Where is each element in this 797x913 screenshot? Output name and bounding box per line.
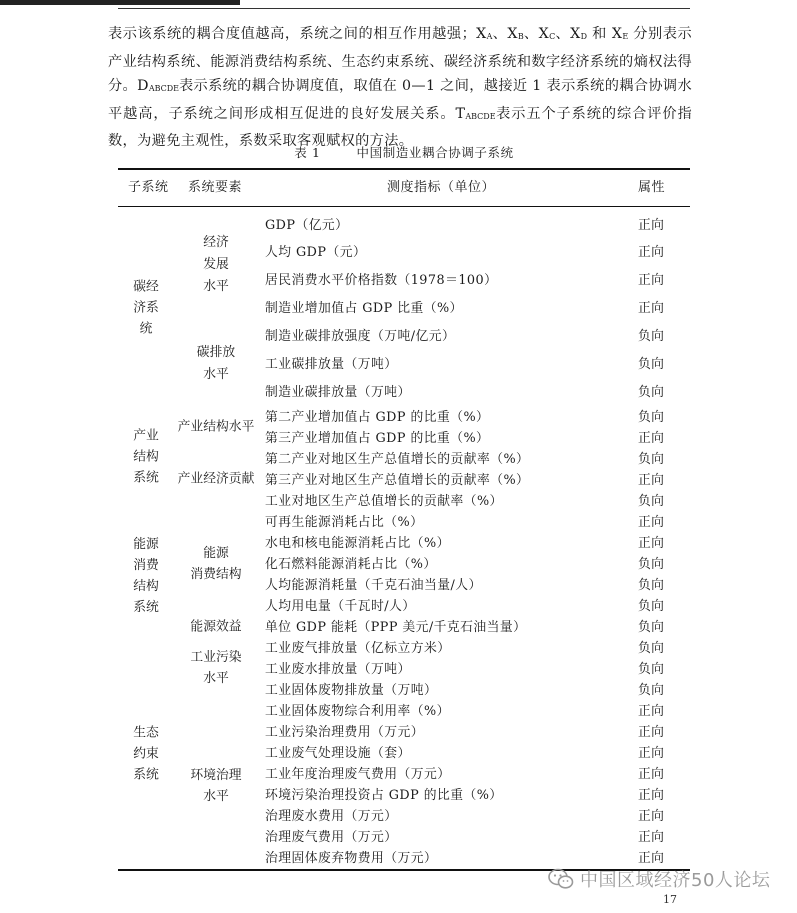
attribute-cell: 负向 [638, 452, 665, 467]
indicator-cell: 人均用电量（千瓦时/人） [265, 599, 416, 614]
attribute-cell: 正向 [638, 830, 665, 845]
page-number: 17 [663, 893, 677, 906]
subsystem-cell-line: 碳经 [133, 279, 159, 295]
element-cell-line: 能源效益 [190, 619, 242, 635]
indicator-cell: 治理废水费用（万元） [265, 809, 398, 824]
indicator-cell: 治理固体废弃物费用（万元） [265, 851, 438, 866]
attribute-cell: 负向 [638, 494, 665, 509]
indicator-cell: GDP（亿元） [265, 218, 349, 233]
element-cell-line: 工业污染 [190, 650, 242, 665]
element-cell-line: 水平 [203, 367, 229, 382]
header-attribute: 属性 [638, 180, 666, 195]
indicator-cell: 化石燃料能源消耗占比（%） [265, 557, 437, 572]
element-cell-line: 水平 [203, 789, 229, 804]
attribute-cell: 负向 [638, 578, 665, 593]
subsystem-cell-line: 系统 [133, 767, 159, 783]
subsystem-cell-line: 产业 [133, 428, 159, 444]
element-cell-line: 水平 [203, 671, 229, 686]
table-caption-title: 中国制造业耦合协调子系统 [356, 145, 514, 160]
element-cell-line: 产业结构水平 [177, 419, 255, 435]
attribute-cell: 正向 [638, 301, 665, 316]
element-cell-line: 水平 [203, 279, 229, 294]
indicator-cell: 工业废气排放量（亿标立方米） [265, 641, 451, 656]
indicator-cell: 工业固体废物排放量（万吨） [265, 683, 438, 698]
wechat-icon [548, 868, 574, 890]
attribute-cell: 正向 [638, 515, 665, 530]
subsystem-cell-line: 济系 [133, 300, 159, 316]
indicator-cell: 制造业碳排放强度（万吨/亿元） [265, 329, 456, 344]
element-cell [170, 765, 262, 807]
table-header-rule [118, 206, 690, 207]
header-band [0, 0, 240, 5]
indicator-cell: 环境污染治理投资占 GDP 的比重（%） [265, 788, 503, 803]
subsystem-cell-line: 约束 [133, 746, 159, 762]
indicator-cell: 第二产业增加值占 GDP 的比重（%） [265, 410, 490, 425]
subsystem-cell-line: 生态 [133, 725, 159, 741]
attribute-cell: 正向 [638, 725, 665, 740]
indicator-cell: 可再生能源消耗占比（%） [265, 515, 424, 530]
attribute-cell: 负向 [638, 620, 665, 635]
attribute-cell: 负向 [638, 329, 665, 344]
subsystem-cell [124, 534, 168, 618]
indicator-cell: 治理废气费用（万元） [265, 830, 398, 845]
element-cell-line: 能源 [203, 546, 229, 561]
watermark-text: 中国区域经济50人论坛 [580, 870, 771, 891]
attribute-cell: 正向 [638, 704, 665, 719]
subsystem-cell [124, 277, 168, 340]
indicator-cell: 人均 GDP（元） [265, 245, 367, 260]
attribute-cell: 负向 [638, 641, 665, 656]
indicator-cell: 工业对地区生产总值增长的贡献率（%） [265, 494, 503, 509]
attribute-cell: 正向 [638, 218, 665, 233]
element-cell [170, 342, 262, 386]
indicator-cell: 单位 GDP 能耗（PPP 美元/千克石油当量） [265, 620, 527, 635]
header-rule [118, 8, 690, 9]
header-subsystem: 子系统 [128, 180, 169, 195]
indicator-cell: 工业年度治理废气费用（万元） [265, 767, 451, 782]
element-cell-line: 环境治理 [190, 768, 242, 783]
header-indicator: 测度指标（单位） [387, 180, 496, 195]
attribute-cell: 正向 [638, 473, 665, 488]
subsystem-cell [124, 723, 168, 786]
attribute-cell: 正向 [638, 809, 665, 824]
subsystem-cell-line: 统 [139, 321, 153, 337]
element-cell-line: 消费结构 [190, 567, 242, 582]
indicator-cell: 水电和核电能源消耗占比（%） [265, 536, 450, 551]
attribute-cell: 正向 [638, 431, 665, 446]
element-cell [170, 617, 262, 638]
attribute-cell: 负向 [638, 357, 665, 372]
body-paragraph: 表示该系统的耦合度值越高，系统之间的相互作用越强；XA、XB、XC、XD 和 XE 分别表示产业结构系统、能源消费结构系统、生态约束系统、碳经济系统和数字经济系统的熵权法得分。DABCDE表示系统的耦合协调度值，取值在 0—1 之间，越接近 1 表示系统的耦合协调水平越高，子系统之间形成相互促进的良好发展关系。TABCDE表示五个子系统的综合评价指数，为避免主观性，系数采取客观赋权的方法。 [108, 26, 692, 149]
attribute-cell: 正向 [638, 767, 665, 782]
indicator-cell: 居民消费水平价格指数（1978＝100） [265, 273, 498, 288]
subsystem-cell-line: 结构 [133, 449, 159, 465]
attribute-cell: 负向 [638, 599, 665, 614]
element-cell-line: 经济 [203, 235, 229, 250]
element-cell-line: 碳排放 [196, 345, 236, 360]
indicator-cell: 工业碳排放量（万吨） [265, 357, 398, 372]
element-cell-line: 产业经济贡献 [177, 471, 255, 487]
header-element: 系统要素 [188, 180, 243, 195]
element-cell [170, 543, 262, 585]
indicator-cell: 人均能源消耗量（千克石油当量/人） [265, 578, 482, 593]
element-cell [170, 232, 262, 298]
attribute-cell: 负向 [638, 410, 665, 425]
element-cell [170, 469, 262, 490]
element-cell [170, 647, 262, 689]
subsystem-cell-line: 系统 [133, 600, 159, 615]
indicator-cell: 制造业增加值占 GDP 比重（%） [265, 301, 463, 316]
subsystem-cell-line: 能源 [133, 537, 159, 552]
attribute-cell: 负向 [638, 557, 665, 572]
attribute-cell: 正向 [638, 788, 665, 803]
table-top-rule [118, 168, 690, 170]
table-caption-label: 表 1 [294, 145, 321, 160]
subsystem-cell-line: 消费 [133, 558, 159, 573]
indicator-cell: 第二产业对地区生产总值增长的贡献率（%） [265, 452, 530, 467]
subsystem-cell-line: 系统 [133, 470, 159, 486]
indicator-cell: 工业污染治理费用（万元） [265, 725, 424, 740]
attribute-cell: 负向 [638, 385, 665, 400]
indicator-cell: 第三产业对地区生产总值增长的贡献率（%） [265, 473, 530, 488]
attribute-cell: 正向 [638, 536, 665, 551]
attribute-cell: 负向 [638, 662, 665, 677]
element-cell-line: 发展 [203, 257, 229, 272]
indicator-cell: 第三产业增加值占 GDP 的比重（%） [265, 431, 490, 446]
table-caption [118, 143, 690, 161]
watermark [548, 866, 770, 892]
element-cell [170, 417, 262, 438]
indicator-cell: 工业固体废物综合利用率（%） [265, 704, 450, 719]
subsystem-cell-line: 结构 [133, 579, 159, 594]
subsystem-cell [124, 426, 168, 489]
indicator-cell: 工业废气处理设施（套） [265, 746, 411, 761]
attribute-cell: 正向 [638, 245, 665, 260]
attribute-cell: 负向 [638, 683, 665, 698]
attribute-cell: 正向 [638, 851, 665, 866]
attribute-cell: 正向 [638, 746, 665, 761]
indicator-cell: 工业废水排放量（万吨） [265, 662, 411, 677]
indicator-cell: 制造业碳排放量（万吨） [265, 385, 411, 400]
attribute-cell: 正向 [638, 273, 665, 288]
